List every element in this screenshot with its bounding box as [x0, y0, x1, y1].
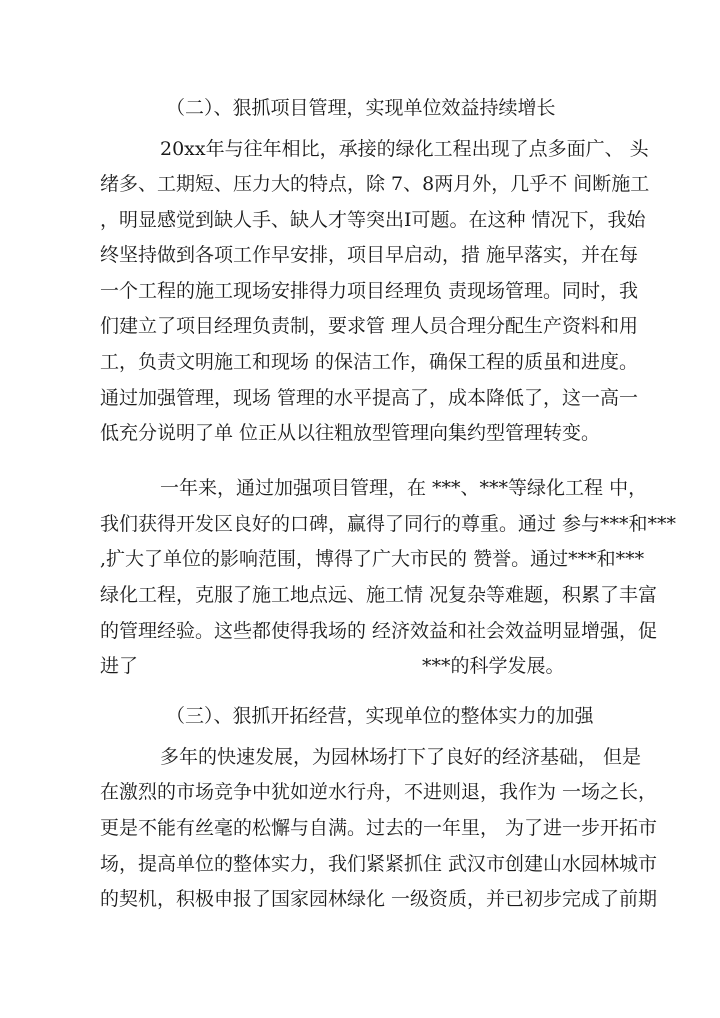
line-end-text: ***的科学发展。	[422, 655, 565, 677]
section-heading-2: （二）、狠抓项目管理，实现单位效益持续增长	[166, 97, 556, 119]
paragraph-line: 多年的快速发展，为园林场打下了良好的经济基础， 但是	[160, 746, 642, 768]
paragraph-line: 低充分说明了单 位正从以往粗放型管理向集约型管理转变。	[100, 422, 601, 444]
paragraph-line: 的契机，积极申报了国家园林绿化 一级资质，并已初步完成了前期	[100, 888, 658, 910]
paragraph-line: 终坚持做到各项工作早安排，项目早启动，措 施早落实，并在每	[100, 244, 639, 266]
paragraph-line: 的管理经验。这些都使得我场的 经济效益和社会效益明显增强，促	[100, 620, 658, 642]
paragraph-line: 一个工程的施工现场安排得力项目经理负 责现场管理。同时，我	[100, 280, 639, 302]
paragraph-line: 更是不能有丝毫的松懈与自满。过去的一年里， 为了进一步开拓市	[100, 817, 658, 839]
paragraph-line: 场，提高单位的整体实力，我们紧紧抓住 武汉市创建山水园林城市	[100, 853, 658, 875]
paragraph-line: 绿化工程，克服了施工地点远、施工情 况复杂等难题，积累了丰富	[100, 584, 658, 606]
paragraph-line-split	[100, 651, 615, 681]
paragraph-line: 在激烈的市场竞争中犹如逆水行舟，不进则退，我作为 一场之长，	[100, 781, 658, 803]
paragraph-line: 工，负责文明施工和现场 的保洁工作，确保工程的质虽和进度。	[100, 351, 639, 373]
paragraph-line: ，明显感觉到缺人手、缺人才等突出I可题。在这种 情况下，我始	[100, 209, 646, 231]
paragraph-line: 我们获得开发区良好的口碑，赢得了同行的尊重。通过 参与***和***	[100, 513, 677, 535]
paragraph-line: 20xx年与往年相比，承接的绿化工程出现了点多面广、 头	[160, 138, 649, 160]
paragraph-line: 一年来，通过加强项目管理，在 ***、***等绿化工程 中，	[160, 477, 648, 499]
paragraph-line: 们建立了项目经理负责制，要求管 理人员合理分配生产资料和用	[100, 315, 639, 337]
section-heading-3: （三）、狠抓开拓经营，实现单位的整体实力的加强	[166, 705, 594, 727]
paragraph-line: 通过加强管理，现场 管理的水平提高了，成本降低了，这一高一	[100, 387, 639, 409]
paragraph-line: 绪多、工期短、压力大的特点，除 7、8两月外，几乎不 间断施工	[100, 173, 650, 195]
paragraph-line: ,扩大了单位的影响范围，博得了广大市民的 赞誉。通过***和***	[100, 548, 645, 570]
line-start-text: 进了	[100, 655, 139, 677]
